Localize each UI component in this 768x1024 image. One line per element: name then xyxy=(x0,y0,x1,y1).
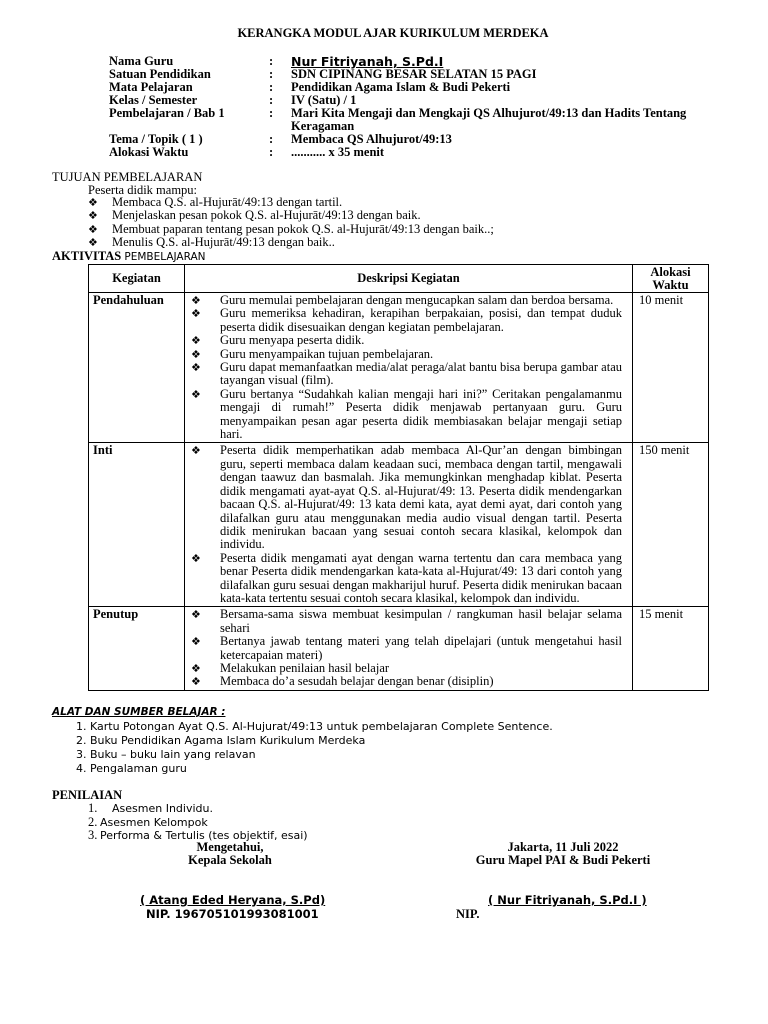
activity-deskripsi xyxy=(185,607,633,690)
alat-list xyxy=(76,720,553,776)
identitas-colon: : xyxy=(269,67,274,81)
identitas-value: ........... x 35 menit xyxy=(291,145,385,159)
activity-item-text: Guru memulai pembelajaran dengan mengucapkan salam dan berdoa bersama. xyxy=(220,293,614,307)
tujuan-item-text: Membuat paparan tentang pesan pokok Q.S. al-Hujurāt/49:13 dengan baik..; xyxy=(112,221,494,236)
activity-row xyxy=(89,607,709,690)
activity-item-text: Melakukan penilaian hasil belajar xyxy=(220,660,390,675)
tujuan-item xyxy=(88,223,648,236)
signature-right xyxy=(440,841,686,868)
activity-item xyxy=(189,552,622,606)
diamond-bullet-icon: ❖ xyxy=(88,222,98,236)
diamond-bullet-icon: ❖ xyxy=(191,444,201,458)
activity-waktu: 150 menit xyxy=(633,443,709,607)
penilaian-list xyxy=(88,802,308,843)
diamond-bullet-icon: ❖ xyxy=(191,307,201,321)
tujuan-item xyxy=(88,196,648,209)
activity-item xyxy=(189,444,622,551)
activity-item-text: Peserta didik memperhatikan adab membaca Al-Qur’an dengan bimbingan guru, seperti membaca dalam keadaan suci, membaca dengan tartil, mengawali dengan taawuz dan basmalah. Jika memungkinkan menghadap kiblat. Peserta didik mengamati ayat-ayat Q.S. al-Hujurat/49: 13. Peserta didik mendengarkan bacaan Q.S. al-Hujurat/49: 13 kata demi kata, ayat demi ayat, dari contoh yang dilafalkan guru atau menggunakan media audio visual dengan tartil. Peserta didik menirukan bacaan yang sesuai contoh secara klasikal, kelompok dan individu. xyxy=(220,443,622,552)
aktivitas-heading-sub: PEMBELAJARAN xyxy=(124,251,206,263)
diamond-bullet-icon: ❖ xyxy=(191,608,201,622)
tujuan-heading: TUJUAN PEMBELAJARAN xyxy=(52,170,203,184)
sig-left-nip: NIP. 196705101993081001 xyxy=(146,907,319,921)
header-kegiatan: Kegiatan xyxy=(89,265,185,293)
diamond-bullet-icon: ❖ xyxy=(191,347,201,361)
header-deskripsi: Deskripsi Kegiatan xyxy=(185,265,633,293)
signature-left xyxy=(130,841,330,868)
activity-row xyxy=(89,293,709,443)
activity-item-text: Bertanya jawab tentang materi yang telah dipelajari (untuk mengetahui hasil ketercapaian materi) xyxy=(220,634,622,662)
identitas-value: Pendidikan Agama Islam & Budi Pekerti xyxy=(291,80,511,94)
sig-right-line2: Guru Mapel PAI & Budi Pekerti xyxy=(475,853,651,868)
identitas-label: Nama Guru xyxy=(109,54,174,68)
sig-left-line1: Mengetahui, xyxy=(196,840,264,854)
identitas-label: Satuan Pendidikan xyxy=(109,67,211,81)
diamond-bullet-icon: ❖ xyxy=(191,675,201,689)
alat-item: 1. Kartu Potongan Ayat Q.S. Al-Hujurat/49:13 untuk pembelajaran Complete Sentence. xyxy=(76,720,553,733)
diamond-bullet-icon: ❖ xyxy=(191,387,201,401)
identitas-value: Mari Kita Mengaji dan Mengkaji QS Alhujurot/49:13 dan Hadits Tentang Keragaman xyxy=(291,106,687,133)
activity-kegiatan: Inti xyxy=(89,443,185,607)
activity-item-text: Guru menyampaikan tujuan pembelajaran. xyxy=(220,346,434,361)
activity-item xyxy=(189,348,622,361)
alat-item: 3. Buku – buku lain yang relavan xyxy=(76,748,256,761)
penilaian-heading: PENILAIAN xyxy=(52,788,123,802)
alat-item: 2. Buku Pendidikan Agama Islam Kurikulum Merdeka xyxy=(76,734,366,747)
identitas-row xyxy=(109,81,743,94)
tujuan-intro: Peserta didik mampu: xyxy=(88,183,198,197)
alat-item: 4. Pengalaman guru xyxy=(76,762,187,775)
activity-item xyxy=(189,608,622,635)
identitas-colon: : xyxy=(269,106,274,120)
penilaian-number: 1. xyxy=(88,801,98,815)
activity-kegiatan: Pendahuluan xyxy=(89,293,185,443)
sig-left-name: ( Atang Eded Heryana, S.Pd) xyxy=(140,893,326,907)
activity-item-text: Guru menyapa peserta didik. xyxy=(220,333,365,348)
diamond-bullet-icon: ❖ xyxy=(191,661,201,675)
alat-heading: ALAT DAN SUMBER BELAJAR : xyxy=(52,706,226,718)
activity-item-text: Guru dapat memanfaatkan media/alat peraga/alat bantu bisa berupa gambar atau tayangan visual (film). xyxy=(220,360,622,388)
activity-item xyxy=(189,388,622,442)
identitas-value: Membaca QS Alhujurot/49:13 xyxy=(291,132,452,146)
identitas-label: Tema / Topik ( 1 ) xyxy=(109,132,203,146)
penilaian-item xyxy=(88,802,308,816)
tujuan-item-text: Menulis Q.S. al-Hujurāt/49:13 dengan baik.. xyxy=(112,235,335,250)
activity-item xyxy=(189,662,622,675)
penilaian-number: 2. xyxy=(88,814,98,829)
identitas-table xyxy=(109,55,743,159)
activity-item xyxy=(189,635,622,662)
activity-item-text: Guru memeriksa kehadiran, kerapihan berpakaian, posisi, dan tempat duduk peserta didik disesuaikan dengan kegiatan pembelajaran. xyxy=(220,306,622,334)
sig-right-nip: NIP. xyxy=(456,907,480,921)
penilaian-item xyxy=(88,816,308,830)
activity-item xyxy=(189,675,622,688)
identitas-colon: : xyxy=(269,93,274,107)
penilaian-text: Asesmen Kelompok xyxy=(100,815,208,829)
identitas-label: Mata Pelajaran xyxy=(109,80,193,94)
activity-deskripsi xyxy=(185,293,633,443)
diamond-bullet-icon: ❖ xyxy=(191,334,201,348)
tujuan-item xyxy=(88,236,648,249)
aktivitas-heading-main: AKTIVITAS xyxy=(52,249,122,263)
penilaian-text: Performa & Tertulis (tes objektif, esai) xyxy=(100,829,308,842)
identitas-label: Pembelajaran / Bab 1 xyxy=(109,106,225,120)
penilaian-text: Asesmen Individu. xyxy=(112,802,213,815)
identitas-label: Kelas / Semester xyxy=(109,93,198,107)
activity-item-text: Membaca do’a sesudah belajar dengan benar (disiplin) xyxy=(220,674,494,689)
document-title: KERANGKA MODUL AJAR KURIKULUM MERDEKA xyxy=(237,26,549,40)
activity-waktu: 10 menit xyxy=(633,293,709,443)
diamond-bullet-icon: ❖ xyxy=(191,361,201,375)
identitas-colon: : xyxy=(269,80,274,94)
activity-item xyxy=(189,294,622,307)
identitas-row xyxy=(109,133,743,146)
identitas-colon: : xyxy=(269,145,274,159)
identitas-value: IV (Satu) / 1 xyxy=(291,93,357,107)
activity-row xyxy=(89,443,709,607)
identitas-value: Nur Fitriyanah, S.Pd.I xyxy=(291,54,444,69)
tujuan-item xyxy=(88,209,648,222)
tujuan-list xyxy=(88,196,648,250)
diamond-bullet-icon: ❖ xyxy=(191,294,201,307)
diamond-bullet-icon: ❖ xyxy=(88,196,98,209)
aktivitas-table xyxy=(88,264,709,691)
identitas-label: Alokasi Waktu xyxy=(109,145,189,159)
diamond-bullet-icon: ❖ xyxy=(191,635,201,649)
activity-item-text: Bersama-sama siswa membuat kesimpulan / rangkuman hasil belajar selama sehari xyxy=(220,607,622,635)
tujuan-item-text: Membaca Q.S. al-Hujurāt/49:13 dengan tartil. xyxy=(112,195,343,209)
penilaian-number: 3. xyxy=(88,828,98,842)
activity-waktu: 15 menit xyxy=(633,607,709,690)
identitas-row xyxy=(109,107,743,133)
activity-item xyxy=(189,307,622,334)
activity-kegiatan: Penutup xyxy=(89,607,185,690)
activity-item xyxy=(189,334,622,347)
sig-left-line2: Kepala Sekolah xyxy=(188,853,272,868)
activity-item-text: Peserta didik mengamati ayat dengan warna tertentu dan cara membaca yang benar Peserta didik mendengarkan kata-kata al-Hujurat/49: 13 dari contoh yang dilafalkan guru sesuai dengan makharijul huruf. Peserta didik menirukan bacaan kata-kata tertentu sesuai contoh secara klasikal, kelompok dan individu. xyxy=(220,550,622,605)
tujuan-item-text: Menjelaskan pesan pokok Q.S. al-Hujurāt/49:13 dengan baik. xyxy=(112,208,421,223)
identitas-row xyxy=(109,146,743,159)
sig-right-line1: Jakarta, 11 Juli 2022 xyxy=(507,840,619,854)
identitas-colon: : xyxy=(269,132,274,146)
activity-item xyxy=(189,361,622,388)
aktivitas-heading xyxy=(52,250,206,264)
diamond-bullet-icon: ❖ xyxy=(191,551,201,565)
diamond-bullet-icon: ❖ xyxy=(88,209,98,223)
identitas-colon: : xyxy=(269,54,274,68)
diamond-bullet-icon: ❖ xyxy=(88,236,98,250)
activity-deskripsi xyxy=(185,443,633,607)
header-alokasi: Alokasi Waktu xyxy=(633,265,709,293)
activity-item-text: Guru bertanya “Sudahkah kalian mengaji hari ini?” Ceritakan pengalamanmu mengaji di rumah!” Peserta didik menjawab pertanyaan guru. Guru menyampaikan pesan agar peserta didik membiasakan belajar mengaji setiap hari. xyxy=(220,386,622,442)
identitas-value: SDN CIPINANG BESAR SELATAN 15 PAGI xyxy=(291,67,537,81)
sig-right-name: ( Nur Fitriyanah, S.Pd.I ) xyxy=(488,893,647,907)
